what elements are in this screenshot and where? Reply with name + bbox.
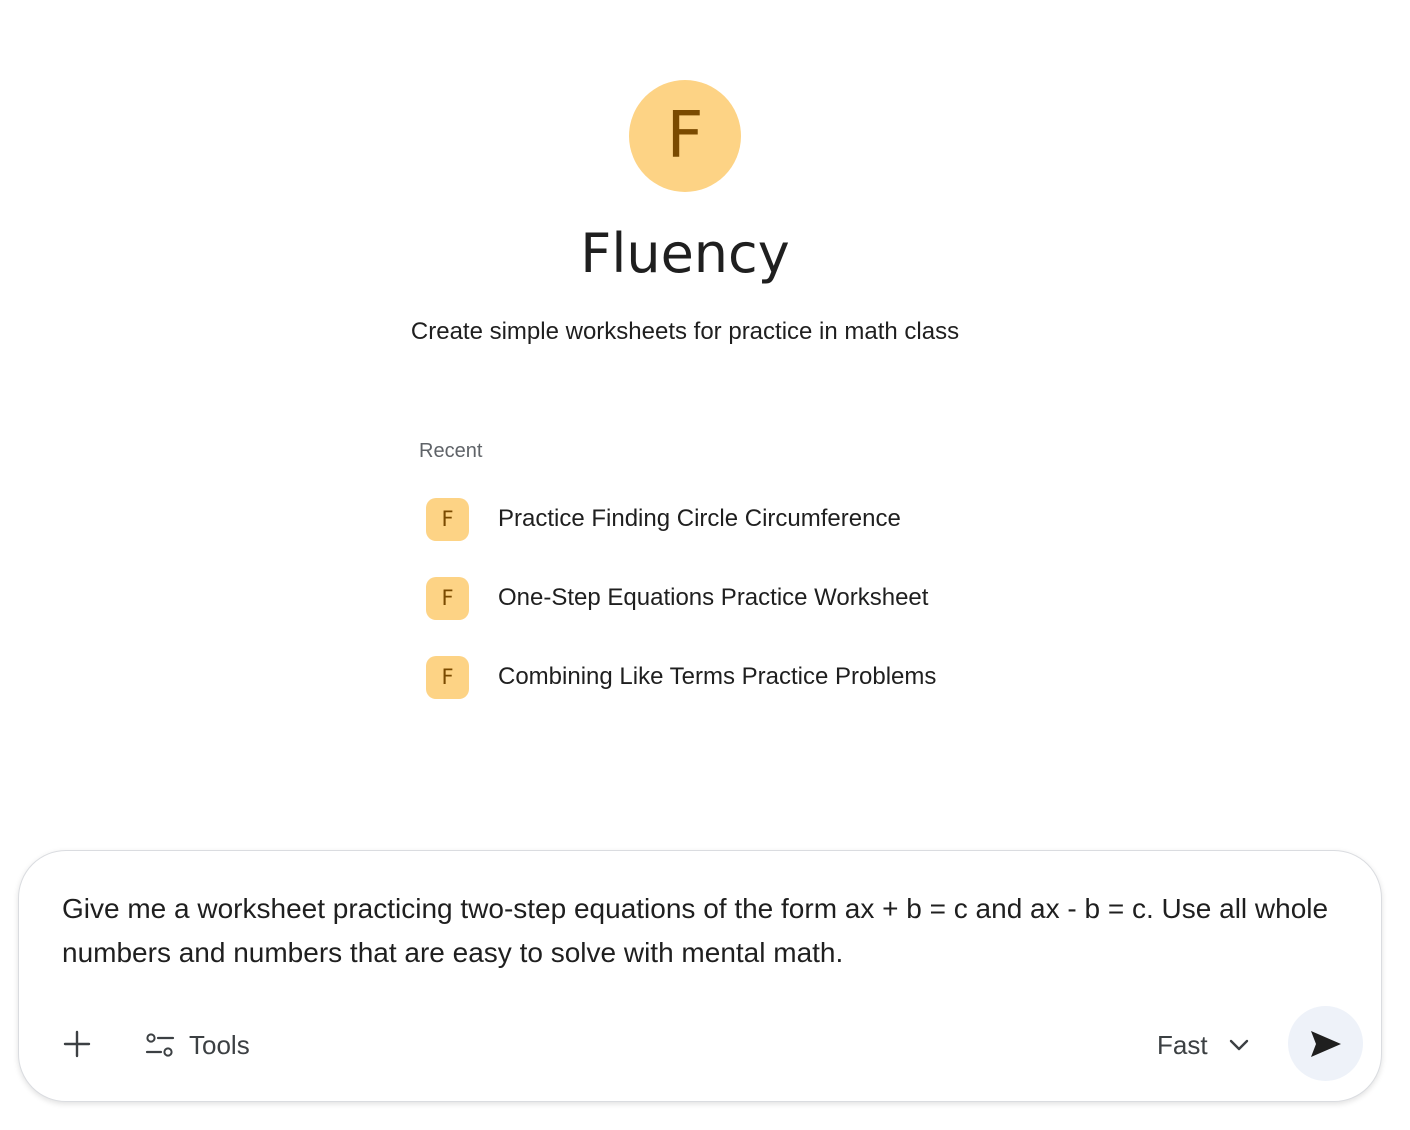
recent-item[interactable]: [426, 655, 1046, 699]
recent-item-title: Practice Finding Circle Circumference: [498, 505, 901, 532]
tools-sliders-icon: [145, 1031, 175, 1059]
chevron-down-icon: [1228, 1038, 1250, 1052]
tools-label: Tools: [189, 1029, 250, 1060]
gem-avatar: [629, 80, 741, 192]
tools-button[interactable]: [145, 1023, 250, 1067]
model-label: Fast: [1157, 1029, 1208, 1060]
recent-item-title: Combining Like Terms Practice Problems: [498, 663, 937, 690]
recent-section-label: Recent: [419, 440, 483, 462]
recent-list: [426, 497, 1046, 734]
prompt-input[interactable]: Give me a worksheet practicing two-step equations of the form ax + b = c and ax - b = c. Use all whole numbers and numbers that are easy to solve with mental math.: [62, 893, 1329, 968]
gem-badge-icon: F: [426, 577, 469, 620]
plus-icon: [62, 1029, 92, 1059]
prompt-composer: [18, 850, 1382, 1102]
recent-item[interactable]: [426, 576, 1046, 620]
send-arrow-icon: [1309, 1029, 1343, 1059]
gem-avatar-letter: F: [666, 99, 704, 173]
send-button[interactable]: [1288, 1006, 1363, 1081]
gem-description: Create simple worksheets for practice in math class: [410, 318, 960, 345]
recent-item-title: One-Step Equations Practice Worksheet: [498, 584, 929, 611]
gem-badge-icon: F: [426, 656, 469, 699]
model-selector[interactable]: [1157, 1023, 1250, 1067]
gem-title: Fluency: [580, 222, 790, 285]
gem-badge-icon: F: [426, 498, 469, 541]
recent-item[interactable]: [426, 497, 1046, 541]
add-attachment-button[interactable]: [57, 1024, 97, 1064]
